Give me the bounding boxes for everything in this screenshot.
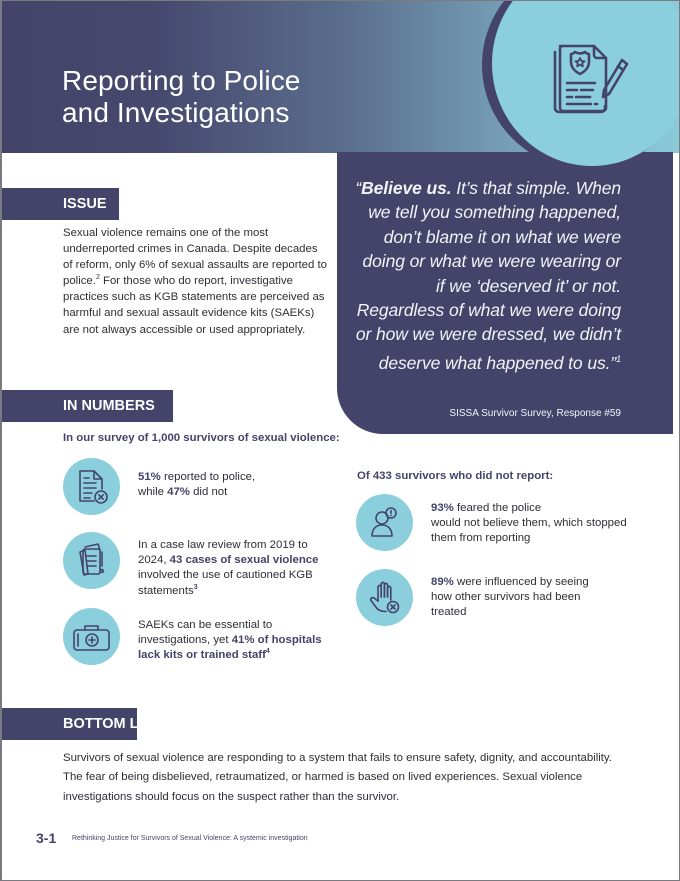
documents-alert-icon-circle	[63, 532, 120, 589]
police-report-document-pencil-icon	[547, 36, 631, 120]
issue-text-part-2: For those who do report, investigative practices such as KGB statements are perceived as harmful and sexual assault evidence kits (SAEKs) are not always accessible or used appropriately.	[63, 275, 325, 336]
quote-body: It’s that simple. When we tell you something happened, don’t blame it on what we were doing or what we were wearing or if we ‘deserved it’ or not. Regardless of what we were doing or how we were dressed, we didn’t deserve what happened to us.”	[355, 178, 621, 373]
medical-kit-icon	[63, 608, 120, 665]
bottom-line-section-label: BOTTOM LINE	[2, 708, 137, 740]
footer-document-title: Rethinking Justice for Survivors of Sexual Violence: A systemic investigation	[72, 835, 308, 842]
quote-footnote: 1	[616, 353, 621, 364]
stat-text: would not believe them, which stopped them from reporting	[431, 517, 627, 545]
stat-saek-access	[138, 618, 333, 664]
stat-influenced-by-others	[431, 575, 611, 621]
stat-text: while	[138, 486, 168, 499]
stat-footnote: 4	[265, 648, 270, 656]
document-x-icon	[63, 458, 120, 515]
survivor-quote	[351, 176, 621, 375]
person-alert-icon-circle	[356, 494, 413, 551]
issue-text	[63, 225, 328, 338]
stat-93-pct: 93%	[431, 502, 454, 514]
stat-not-reported-pct: 47%	[167, 486, 190, 499]
bottom-line-text: Survivors of sexual violence are responding to a system that fails to ensure safety, dignity, and accountability. The fear of being disbelieved, retraumatized, or harmed is based on lived experiences. Sexual violence investigations should focus on the suspect rather than the survivor.	[63, 752, 612, 803]
stat-text: reported to police,	[160, 471, 256, 483]
stat-text: did not	[189, 486, 228, 499]
page-number: 3-1	[36, 830, 57, 846]
page-header	[2, 1, 680, 153]
hand-stop-x-icon	[356, 569, 413, 626]
quote-open-mark: “	[355, 178, 362, 198]
stat-43-cases: 43 cases of sexual violence	[169, 554, 319, 567]
in-numbers-section-label: IN NUMBERS	[2, 390, 173, 422]
person-alert-icon	[356, 494, 413, 551]
stat-case-law-review	[138, 538, 333, 599]
issue-footnote: 2	[95, 274, 100, 282]
stat-feared-disbelief	[431, 501, 631, 547]
stat-text: involved the use of cautioned KGB statements	[138, 569, 313, 597]
stat-41-pct-hospitals: 41% of hospitals lack kits or trained staff	[138, 634, 322, 662]
quote-source: SISSA Survivor Survey, Response #59	[449, 408, 621, 419]
stat-text: were influenced by seeing how other survivors had been treated	[431, 576, 589, 619]
stat-89-pct: 89%	[431, 576, 454, 588]
stat-text: SAEKs can be essential to investigations, yet	[138, 619, 273, 647]
page-title-line-2: and Investigations	[62, 97, 290, 128]
stat-footnote: 3	[193, 583, 198, 591]
stat-text: In a case law review from 2019 to 2024,	[138, 539, 308, 567]
survivor-quote-box	[337, 152, 673, 434]
stat-text: feared the police	[453, 502, 542, 514]
medical-kit-icon-circle	[63, 608, 120, 665]
quote-bold-lead: Believe us.	[361, 178, 452, 198]
issue-section-label: ISSUE	[2, 188, 119, 220]
issue-text-part-1: Sexual violence remains one of the most underreported crimes in Canada. Despite decades of reform, only 6% of sexual assaults are reported to police.	[63, 227, 328, 288]
documents-alert-icon	[63, 532, 120, 589]
stat-reported-pct: 51%	[138, 471, 161, 483]
nonreport-intro: Of 433 survivors who did not report:	[357, 470, 554, 482]
survey-intro: In our survey of 1,000 survivors of sexual violence:	[63, 432, 340, 444]
page-title-line-1: Reporting to Police	[62, 65, 301, 96]
stat-reported-to-police	[138, 470, 333, 500]
hand-stop-x-icon-circle	[356, 569, 413, 626]
page-title	[62, 65, 300, 129]
document-x-icon-circle	[63, 458, 120, 515]
